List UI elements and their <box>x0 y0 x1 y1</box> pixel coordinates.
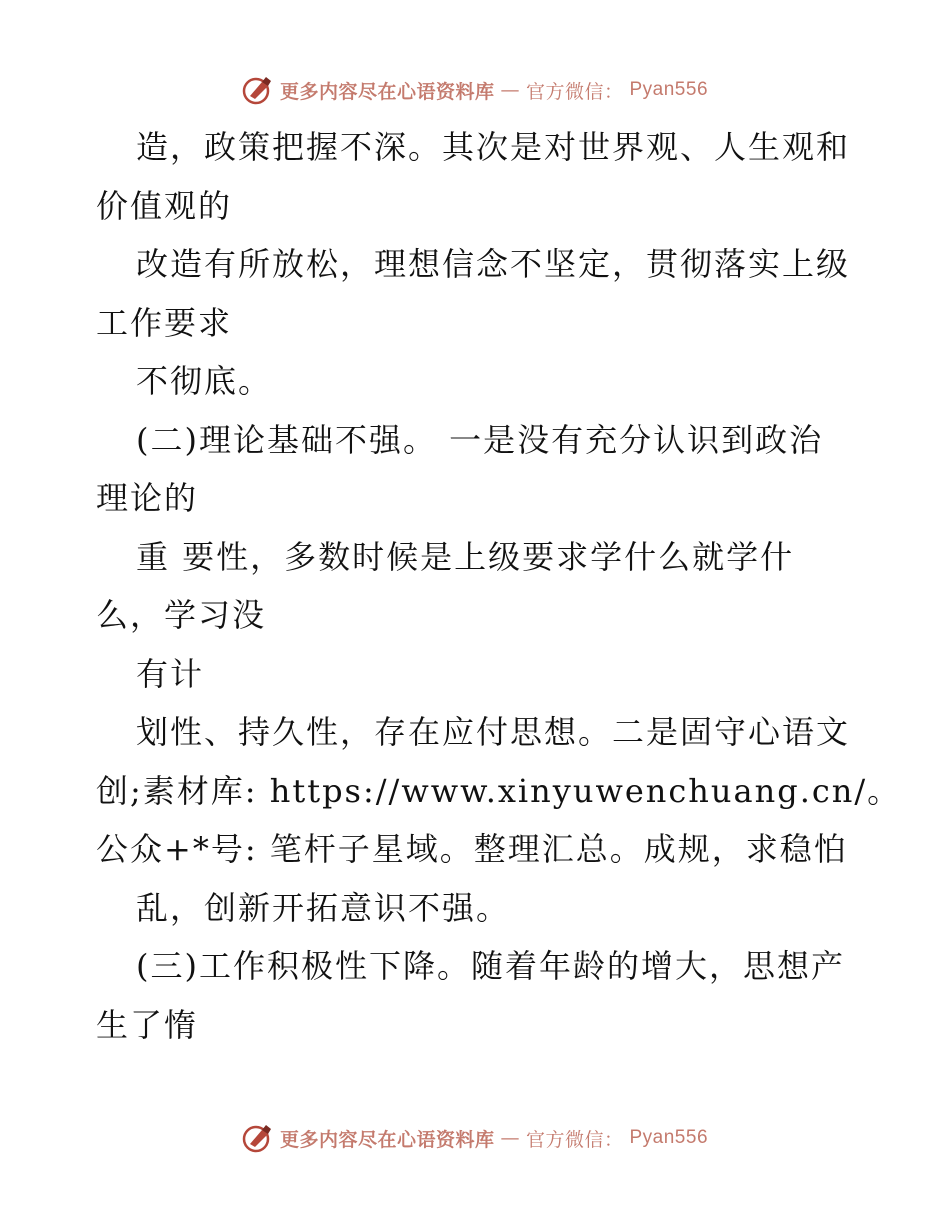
banner-wechat-id: Pyan556 <box>629 1127 709 1148</box>
footer-banner <box>0 1118 950 1158</box>
text-line: 划性、持久性，存在应付思想。二是固守心语文 <box>136 713 851 751</box>
text-line: 公众+*号: 笔杆子星域。整理汇总。成规，求稳怕 <box>96 830 848 868</box>
banner-wechat-label: 官方微信： <box>525 1128 624 1151</box>
text-line: 工作要求 <box>96 303 233 342</box>
banner-brand: 更多内容尽在心语资料库 <box>279 80 495 103</box>
text-line: 么，学习没 <box>96 596 267 634</box>
text-line: 造，政策把握不深。其次是对世界观、人生观和 <box>136 128 851 166</box>
text-line: 有计 <box>136 654 205 693</box>
text-line: 乱，创新开拓意识不强。 <box>136 888 511 927</box>
text-line: 改造有所放松，理想信念不坚定，贯彻落实上级 <box>136 245 851 283</box>
text-line: (二)理论基础不强。 一是没有充分认识到政治 <box>136 420 824 459</box>
text-line: 价值观的 <box>96 186 233 225</box>
banner-brand: 更多内容尽在心语资料库 <box>279 1128 495 1151</box>
header-banner <box>0 70 950 110</box>
banner-wechat-id: Pyan556 <box>629 79 709 100</box>
text-line: 创;素材库: https://www.xinyuwenchuang.cn/。 <box>96 771 902 810</box>
text-line: 重 要性，多数时候是上级要求学什么就学什 <box>136 537 795 576</box>
text-line: 不彻底。 <box>136 362 273 400</box>
text-line: 生了惰 <box>96 1005 199 1044</box>
banner-separator: — <box>500 1127 520 1149</box>
text-line: 理论的 <box>96 479 199 517</box>
document-body <box>96 118 902 1054</box>
text-line: (三)工作积极性下降。随着年龄的增大，思想产 <box>136 947 845 985</box>
banner-separator: — <box>500 79 520 101</box>
pen-logo-icon <box>242 74 274 106</box>
banner-wechat-label: 官方微信： <box>525 80 624 103</box>
pen-logo-icon <box>242 1122 274 1154</box>
